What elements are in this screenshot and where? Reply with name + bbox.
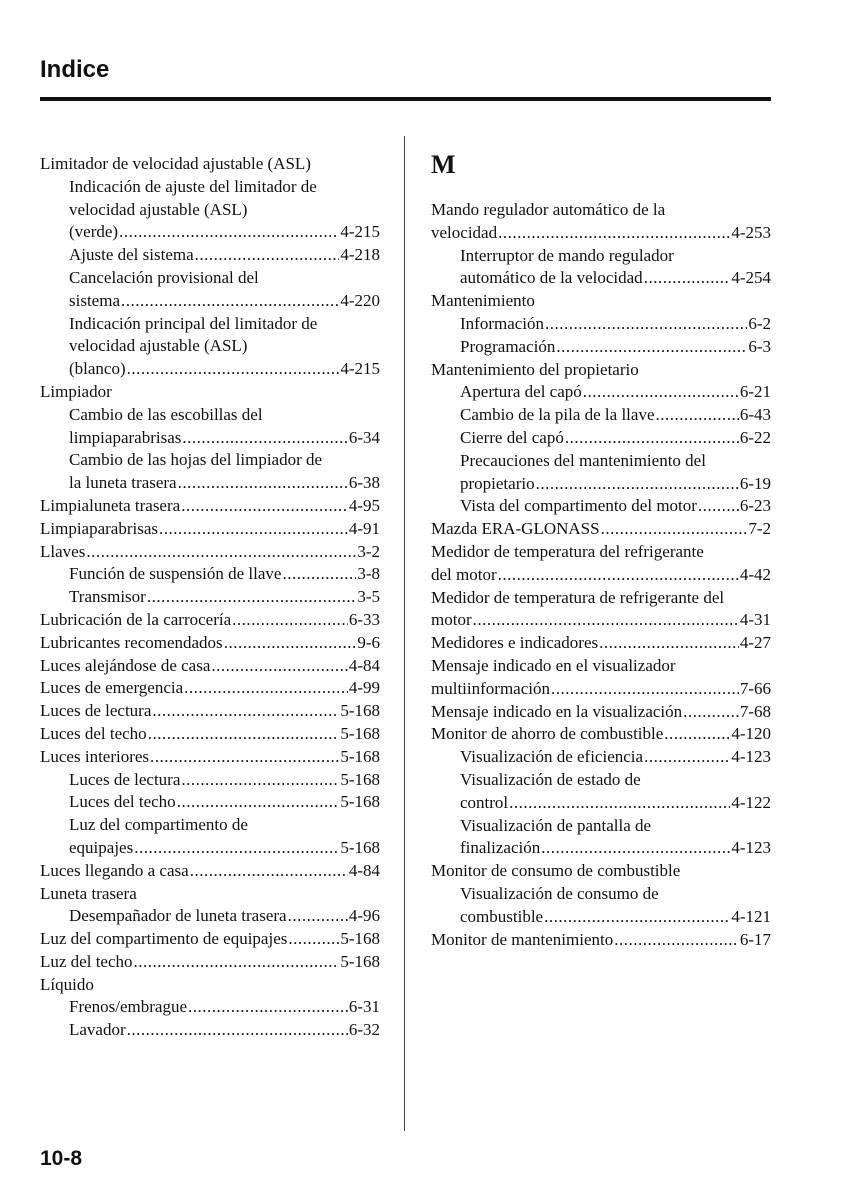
index-entry: [431, 792, 771, 815]
index-entry-text: Vista del compartimento del motor: [460, 496, 697, 516]
index-entry-text: Ajuste del sistema: [69, 245, 194, 265]
index-entry-text: propietario: [460, 473, 535, 493]
index-entry: [40, 700, 380, 723]
index-entry-text: Lavador: [69, 1020, 126, 1040]
index-entry-text: del motor: [431, 564, 497, 584]
dot-leader: [177, 791, 340, 814]
dot-leader: [644, 267, 731, 290]
index-entry-text: Luz del compartimento de equipajes: [40, 929, 288, 949]
index-entry-text: Luneta trasera: [40, 883, 137, 903]
index-entry-line: [460, 792, 771, 815]
index-entry-line: [69, 769, 380, 792]
index-entry-page: 7-2: [748, 519, 771, 539]
dot-leader: [159, 518, 348, 541]
index-entry: [40, 791, 380, 814]
index-entry-text: Mantenimiento: [431, 291, 535, 311]
index-entry: [431, 404, 771, 427]
index-entry-page: 4-254: [731, 268, 771, 288]
index-entry-text: Mantenimiento del propietario: [431, 359, 639, 379]
index-entry: [431, 359, 771, 382]
index-entry-line: [460, 267, 771, 290]
index-entry-text: Lubricantes recomendados: [40, 632, 223, 652]
index-entry-page: 6-32: [348, 1020, 380, 1040]
index-entry-line: [40, 746, 380, 769]
index-entry: [40, 655, 380, 678]
index-entry-line: [40, 951, 380, 974]
index-entry: [431, 701, 771, 724]
index-entry: [40, 244, 380, 267]
index-entry-line: [431, 929, 771, 952]
index-entry-page: 5-168: [340, 929, 380, 949]
index-entry: [431, 769, 771, 792]
index-entry-line: [40, 541, 380, 564]
index-entry-line: [460, 381, 771, 404]
index-entry-page: 6-38: [348, 473, 380, 493]
index-entry-text: Luces del techo: [69, 792, 176, 812]
index-entry-page: 5-168: [340, 769, 380, 789]
index-entry: [431, 723, 771, 746]
index-entry: [40, 883, 380, 906]
index-entry-line: [460, 495, 771, 518]
index-entry-text: motor: [431, 610, 472, 630]
index-entry-text: Visualización de consumo de: [460, 883, 659, 903]
index-entry-text: equipajes: [69, 837, 134, 857]
index-entry-page: 4-215: [340, 222, 380, 242]
index-entry-line: [460, 427, 771, 450]
index-entry-page: 4-253: [731, 222, 771, 242]
index-entry-page: 6-3: [748, 336, 771, 356]
index-entry: [40, 996, 380, 1019]
index-entry: [431, 746, 771, 769]
dot-leader: [232, 609, 348, 632]
index-entry: [431, 427, 771, 450]
index-entry-text: Llaves: [40, 541, 86, 561]
page-title: Indice: [40, 56, 110, 83]
index-entry-text: Visualización de estado de: [460, 769, 641, 789]
index-entry: [40, 1019, 380, 1042]
index-entry-page: 4-120: [731, 724, 771, 744]
index-entry-line: [460, 906, 771, 929]
index-entry-text: Mensaje indicado en la visualización: [431, 701, 683, 721]
index-entry: [431, 199, 771, 222]
dot-leader: [184, 677, 348, 700]
dot-leader: [698, 495, 739, 518]
index-entry-page: 4-27: [739, 633, 771, 653]
index-entry: [40, 495, 380, 518]
index-entry-text: finalización: [460, 838, 541, 858]
index-entry-text: Frenos/embrague: [69, 997, 188, 1017]
dot-leader: [545, 313, 747, 336]
index-entry-text: Información: [460, 313, 545, 333]
dot-leader: [121, 290, 339, 313]
dot-leader: [541, 837, 730, 860]
index-entry-page: 5-168: [340, 723, 380, 743]
dot-leader: [544, 906, 730, 929]
index-entry: [40, 427, 380, 450]
index-entry: [431, 678, 771, 701]
index-entry-text: Desempañador de luneta trasera: [69, 906, 287, 926]
index-entry-line: [40, 723, 380, 746]
index-entry-text: Medidor de temperatura del refrigerante: [431, 541, 704, 561]
index-entry-line: [69, 563, 380, 586]
index-entry-line: [40, 609, 380, 632]
index-entry-page: 4-84: [348, 860, 380, 880]
index-entry: [431, 815, 771, 838]
index-entry-page: 4-220: [340, 290, 380, 310]
index-entry-text: Luces de lectura: [69, 769, 181, 789]
index-entry: [40, 677, 380, 700]
index-entry-page: 6-23: [739, 496, 771, 516]
index-entry-page: 4-122: [731, 792, 771, 812]
index-entry-line: [460, 313, 771, 336]
index-entry: [431, 450, 771, 473]
index-entry-text: Transmisor: [69, 587, 146, 607]
index-entry: [40, 746, 380, 769]
dot-leader: [536, 473, 739, 496]
dot-leader: [134, 951, 340, 974]
index-entry: [40, 951, 380, 974]
index-entry-page: 4-96: [348, 906, 380, 926]
index-entry-page: 5-168: [340, 701, 380, 721]
index-entry-line: [69, 472, 380, 495]
index-entry-page: 3-8: [357, 564, 380, 584]
index-entry-page: 6-19: [739, 473, 771, 493]
index-column-left: [40, 153, 380, 1042]
dot-leader: [656, 404, 739, 427]
index-entry: [40, 404, 380, 427]
index-entry-text: Cambio de las hojas del limpiador de: [69, 450, 323, 470]
dot-leader: [599, 632, 739, 655]
index-entry-line: [40, 700, 380, 723]
index-entry-text: combustible: [460, 906, 544, 926]
index-entry-line: [40, 655, 380, 678]
index-entry: [40, 860, 380, 883]
dot-leader: [178, 472, 348, 495]
index-entry-text: Cancelación provisional del: [69, 267, 259, 287]
index-entry-page: 6-2: [748, 313, 771, 333]
index-entry-line: [431, 701, 771, 724]
index-entry: [431, 929, 771, 952]
index-entry-page: 4-215: [340, 359, 380, 379]
index-entry-page: 7-66: [739, 678, 771, 698]
index-entry: [431, 632, 771, 655]
index-entry-text: Luz del compartimento de: [69, 815, 248, 835]
index-entry-text: Cierre del capó: [460, 427, 564, 447]
index-entry: [40, 199, 380, 222]
index-entry-text: limpiaparabrisas: [69, 427, 182, 447]
index-entry-text: Mazda ERA-GLONASS: [431, 519, 600, 539]
column-divider: [404, 136, 405, 1131]
dot-leader: [282, 563, 356, 586]
dot-leader: [601, 518, 748, 541]
index-entry-text: Limpiaparabrisas: [40, 518, 159, 538]
index-entry: [431, 313, 771, 336]
index-entry-line: [431, 723, 771, 746]
dot-leader: [150, 746, 339, 769]
dot-leader: [224, 632, 357, 655]
index-entry-text: Programación: [460, 336, 556, 356]
index-entry-line: [460, 837, 771, 860]
index-entry: [40, 449, 380, 472]
dot-leader: [509, 792, 730, 815]
index-entry: [40, 472, 380, 495]
index-entry: [431, 860, 771, 883]
index-entry: [40, 723, 380, 746]
index-entry-page: 4-218: [340, 245, 380, 265]
index-entry-text: Medidor de temperatura de refrigerante del: [431, 587, 725, 607]
index-entry: [431, 883, 771, 906]
index-entry: [431, 564, 771, 587]
index-entry-text: Líquido: [40, 974, 94, 994]
index-entry: [40, 153, 380, 176]
dot-leader: [148, 723, 340, 746]
index-entry: [40, 267, 380, 290]
index-entry-line: [40, 632, 380, 655]
section-letter: M: [431, 150, 456, 179]
index-entry-text: Apertura del capó: [460, 382, 582, 402]
index-entry-line: [69, 586, 380, 609]
index-entry-text: (verde): [69, 222, 119, 242]
index-entry-page: 6-43: [739, 405, 771, 425]
index-entry-text: Luces del techo: [40, 723, 147, 743]
index-entry-page: 6-17: [739, 929, 771, 949]
index-entry: [431, 541, 771, 564]
index-entry: [431, 267, 771, 290]
index-entry-text: multiinformación: [431, 678, 550, 698]
dot-leader: [127, 1019, 348, 1042]
index-entry: [431, 290, 771, 313]
index-entry-text: Cambio de las escobillas del: [69, 404, 263, 424]
index-entry-line: [69, 358, 380, 381]
index-entry-text: Limpialuneta trasera: [40, 495, 181, 515]
index-entry-line: [431, 609, 771, 632]
index-entry-text: la luneta trasera: [69, 473, 177, 493]
index-entry-text: Monitor de ahorro de combustible: [431, 724, 664, 744]
index-entry: [40, 769, 380, 792]
dot-leader: [188, 996, 348, 1019]
dot-leader: [473, 609, 739, 632]
index-entry-page: 4-84: [348, 655, 380, 675]
index-entry: [431, 518, 771, 541]
index-entry: [40, 518, 380, 541]
dot-leader: [86, 541, 356, 564]
dot-leader: [551, 678, 739, 701]
dot-leader: [565, 427, 739, 450]
index-entry: [40, 609, 380, 632]
index-entry-page: 6-34: [348, 427, 380, 447]
index-entry-text: Visualización de pantalla de: [460, 815, 652, 835]
index-entry-text: Indicación de ajuste del limitador de: [69, 176, 317, 196]
index-entry-page: 3-5: [357, 587, 380, 607]
index-entry-line: [460, 746, 771, 769]
index-entry-page: 4-123: [731, 747, 771, 767]
index-entry-page: 5-168: [340, 792, 380, 812]
index-entry-text: Luces de emergencia: [40, 678, 184, 698]
index-entry-page: 7-68: [739, 701, 771, 721]
index-entry-text: Medidores e indicadores: [431, 633, 599, 653]
index-entry: [431, 609, 771, 632]
index-entry-page: 4-121: [731, 906, 771, 926]
index-entry-text: Interruptor de mando regulador: [460, 245, 674, 265]
index-entry-text: automático de la velocidad: [460, 268, 643, 288]
index-entry-page: 6-21: [739, 382, 771, 402]
dot-leader: [134, 837, 339, 860]
index-entry: [40, 313, 380, 336]
index-entry-page: 5-168: [340, 951, 380, 971]
dot-leader: [127, 358, 340, 381]
dot-leader: [152, 700, 339, 723]
index-entry: [431, 222, 771, 245]
index-entry-text: Función de suspensión de llave: [69, 564, 282, 584]
index-entry: [40, 928, 380, 951]
index-entry-text: Limitador de velocidad ajustable (ASL): [40, 154, 311, 173]
index-entry: [40, 905, 380, 928]
index-entry: [431, 587, 771, 610]
index-entry: [431, 495, 771, 518]
index-entry: [40, 837, 380, 860]
index-entry-line: [431, 222, 771, 245]
index-entry-page: 6-22: [739, 427, 771, 447]
index-entry: [40, 221, 380, 244]
index-entry-line: [69, 996, 380, 1019]
index-entry-line: [69, 791, 380, 814]
index-entry-text: Lubricación de la carrocería: [40, 609, 232, 629]
index-entry: [431, 473, 771, 496]
dot-leader: [182, 427, 347, 450]
dot-leader: [119, 221, 339, 244]
index-entry-page: 4-95: [348, 495, 380, 515]
index-entry-line: [431, 632, 771, 655]
index-entry: [40, 541, 380, 564]
index-entry: [431, 655, 771, 678]
index-entry-line: [431, 518, 771, 541]
index-entry-page: 4-99: [348, 678, 380, 698]
index-entry: [40, 381, 380, 404]
index-entry-line: [40, 860, 380, 883]
dot-leader: [190, 860, 348, 883]
dot-leader: [644, 746, 730, 769]
index-entry: [431, 381, 771, 404]
index-entry-text: velocidad ajustable (ASL): [69, 336, 248, 356]
index-entry: [431, 336, 771, 359]
index-entry-text: Monitor de mantenimiento: [431, 929, 614, 949]
index-entry-page: 3-2: [357, 541, 380, 561]
index-entry: [40, 814, 380, 837]
index-entry-text: velocidad ajustable (ASL): [69, 199, 248, 219]
index-entry-line: [69, 1019, 380, 1042]
index-entry-text: Precauciones del mantenimiento del: [460, 450, 706, 470]
index-entry-line: [69, 837, 380, 860]
index-entry-text: Luces llegando a casa: [40, 860, 189, 880]
index-entry-text: sistema: [69, 290, 120, 310]
index-entry-line: [460, 336, 771, 359]
index-entry-text: Visualización de eficiencia: [460, 747, 644, 767]
index-entry: [40, 563, 380, 586]
index-entry-line: [460, 473, 771, 496]
index-entry: [40, 586, 380, 609]
dot-leader: [288, 928, 339, 951]
index-entry-page: 4-123: [731, 838, 771, 858]
index-entry-text: Limpiador: [40, 381, 112, 401]
index-entry-line: [40, 495, 380, 518]
dot-leader: [181, 769, 339, 792]
index-entry-text: Cambio de la pila de la llave: [460, 405, 655, 425]
index-entry-line: [460, 404, 771, 427]
index-entry: [40, 335, 380, 358]
index-entry-text: Luces de lectura: [40, 701, 152, 721]
index-entry-text: Luz del techo: [40, 951, 133, 971]
index-entry-line: [40, 518, 380, 541]
index-entry-page: 5-168: [340, 746, 380, 766]
index-entry-text: Luces alejándose de casa: [40, 655, 211, 675]
dot-leader: [288, 905, 348, 928]
index-entry-page: 4-42: [739, 564, 771, 584]
index-entry-text: Luces interiores: [40, 746, 150, 766]
index-entry-line: [69, 905, 380, 928]
page-number: 10-8: [40, 1147, 83, 1170]
index-entry-text: velocidad: [431, 222, 498, 242]
index-entry-page: 4-31: [739, 610, 771, 630]
index-entry: [431, 837, 771, 860]
index-entry: [431, 906, 771, 929]
dot-leader: [211, 655, 347, 678]
index-entry: [40, 632, 380, 655]
dot-leader: [556, 336, 747, 359]
dot-leader: [498, 564, 739, 587]
dot-leader: [664, 723, 730, 746]
index-entry-line: [40, 928, 380, 951]
dot-leader: [683, 701, 739, 724]
index-entry-line: [69, 221, 380, 244]
index-entry-page: 4-91: [348, 518, 380, 538]
index-entry: [40, 358, 380, 381]
index-entry-page: 9-6: [357, 632, 380, 652]
index-entry-line: [40, 677, 380, 700]
index-entry-line: [431, 564, 771, 587]
dot-leader: [181, 495, 348, 518]
index-entry: [431, 245, 771, 268]
index-entry-line: [69, 290, 380, 313]
index-entry-page: 6-33: [348, 609, 380, 629]
index-entry-text: Mensaje indicado en el visualizador: [431, 655, 676, 675]
index-entry-text: Indicación principal del limitador de: [69, 313, 318, 333]
dot-leader: [583, 381, 739, 404]
dot-leader: [614, 929, 739, 952]
index-entry-text: Monitor de consumo de combustible: [431, 861, 681, 881]
index-entry-page: 5-168: [340, 837, 380, 857]
index-entry-line: [431, 678, 771, 701]
index-entry-page: 6-31: [348, 997, 380, 1017]
index-entry: [40, 176, 380, 199]
index-entry-text: (blanco): [69, 359, 126, 379]
index-entry-line: [69, 427, 380, 450]
title-rule: [40, 97, 771, 101]
index-entry-text: Mando regulador automático de la: [431, 200, 666, 219]
index-entry-text: control: [460, 792, 509, 812]
index-column-right: [431, 199, 771, 951]
dot-leader: [147, 586, 356, 609]
index-entry-line: [69, 244, 380, 267]
dot-leader: [195, 244, 340, 267]
index-entry: [40, 290, 380, 313]
index-entry: [40, 974, 380, 997]
dot-leader: [498, 222, 730, 245]
